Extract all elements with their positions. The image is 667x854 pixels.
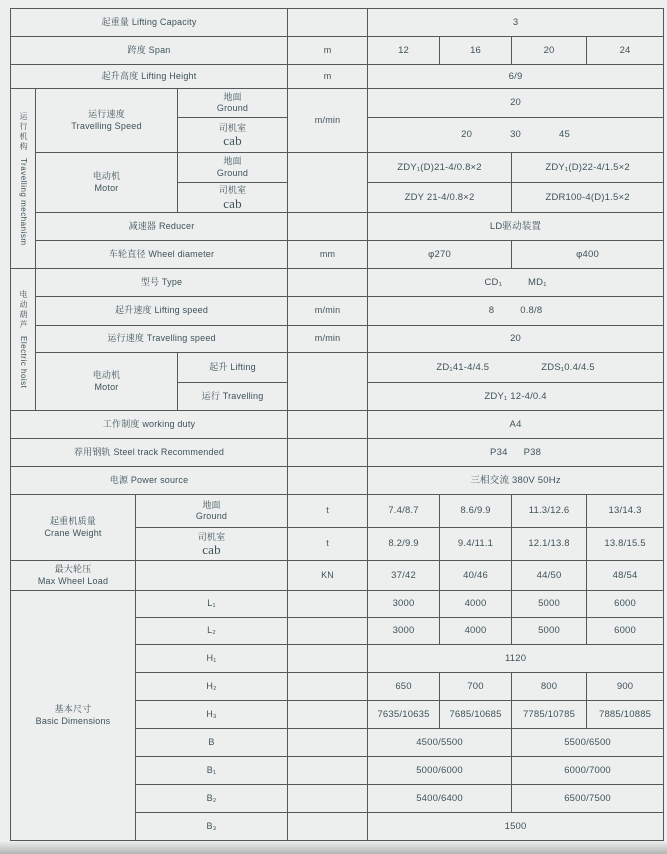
ground-sublabel-zh: 地面	[223, 91, 242, 102]
dim-l2-value-2: 4000	[440, 618, 512, 645]
crane-weight-ground-unit: t	[288, 495, 368, 528]
dim-b1-unit	[288, 757, 368, 785]
ground-sublabel-zh: 地面	[202, 499, 221, 510]
section-travelling-mechanism-zh: 运行机构	[19, 111, 28, 152]
cab-sublabel-zh: 司机室	[218, 185, 247, 196]
dim-b3-unit	[288, 813, 368, 841]
hoist-type-md: MD₁	[528, 276, 547, 288]
cab-sublabel-zh: 司机室	[197, 531, 226, 542]
row-hoist-travelling-speed	[11, 326, 664, 353]
span-label-zh: 跨度	[127, 44, 146, 55]
hoist-motor-travelling-sublabel	[178, 383, 288, 411]
travelling-speed-cab-sublabel	[178, 118, 288, 153]
section-travelling-mechanism	[11, 89, 36, 269]
crane-weight-cab-unit: t	[288, 528, 368, 561]
power-source-value: 三相交流 380V 50Hz	[368, 467, 664, 495]
dim-b-unit	[288, 729, 368, 757]
lifting-speed-unit: m/min	[288, 297, 368, 326]
hoist-type-cd: CD₁	[484, 276, 503, 288]
max-wheel-load-value-1: 37/42	[368, 561, 440, 591]
dim-l1-name: L₁	[136, 591, 288, 618]
lifting-speed-value-2: 0.8/8	[520, 305, 543, 317]
span-label-en: Span	[148, 44, 171, 55]
power-source-unit	[288, 467, 368, 495]
mech-motor-cab-value-1: ZDY 21-4/0.8×2	[368, 183, 512, 213]
crane-weight-ground-value-4: 13/14.3	[587, 495, 664, 528]
travelling-speed-ground-sublabel	[178, 89, 288, 118]
crane-weight-ground-value-1: 7.4/8.7	[368, 495, 440, 528]
crane-weight-ground-value-3: 11.3/12.6	[512, 495, 587, 528]
span-value-2: 16	[440, 37, 512, 65]
dim-h2-value-1: 650	[368, 673, 440, 701]
crane-weight-cab-value-3: 12.1/13.8	[512, 528, 587, 561]
steel-track-unit	[288, 439, 368, 467]
wheel-diameter-label	[36, 241, 288, 269]
hoist-motor-travelling-value: ZDY₁ 12-4/0.4	[368, 383, 664, 411]
dim-l1-unit	[288, 591, 368, 618]
power-source-label	[11, 467, 288, 495]
span-value-4: 24	[587, 37, 664, 65]
row-max-wheel-load	[11, 561, 664, 591]
basic-dimensions-label-en: Basic Dimensions	[35, 715, 111, 726]
mech-motor-ground-sublabel	[178, 153, 288, 183]
dim-b-value-2: 5500/6500	[512, 729, 664, 757]
crane-weight-cab-sublabel	[136, 528, 288, 561]
dim-b-value-1: 4500/5500	[368, 729, 512, 757]
dim-h2-value-2: 700	[440, 673, 512, 701]
cab-speed-2: 30	[510, 129, 522, 141]
cab-speed-3: 45	[559, 129, 571, 141]
section-electric-hoist-en: Electric hoist	[19, 336, 28, 389]
reducer-unit	[288, 213, 368, 241]
dim-l2-value-1: 3000	[368, 618, 440, 645]
steel-track-label-zh: 荐用钢轨	[73, 446, 111, 457]
steel-track-label-en: Steel track Recommended	[113, 446, 225, 457]
lifting-capacity-label-zh: 起重量	[101, 16, 130, 27]
hoist-motor-unit	[288, 353, 368, 411]
steel-track-value-1: P34	[490, 446, 508, 458]
max-wheel-load-label-en: Max Wheel Load	[37, 575, 109, 586]
lifting-speed-value-1: 8	[488, 305, 495, 317]
ground-sublabel-zh: 地面	[223, 156, 242, 167]
mech-motor-cab-sublabel	[178, 183, 288, 213]
hoist-motor-label	[36, 353, 178, 411]
row-dim-l1	[11, 591, 664, 618]
cab-sublabel-en: cab	[223, 133, 242, 149]
crane-weight-cab-value-2: 9.4/11.1	[440, 528, 512, 561]
row-hoist-motor-lifting	[11, 353, 664, 383]
dim-b2-unit	[288, 785, 368, 813]
mech-motor-label	[36, 153, 178, 213]
scan-shadow	[0, 841, 667, 854]
dim-h3-name: H₃	[136, 701, 288, 729]
wheel-diameter-label-en: Wheel diameter	[148, 248, 215, 259]
crane-weight-label-en: Crane Weight	[44, 527, 102, 538]
dim-b3-name: B₃	[136, 813, 288, 841]
travelling-speed-label-zh: 运行速度	[88, 109, 125, 120]
dim-l1-value-2: 4000	[440, 591, 512, 618]
crane-weight-label	[11, 495, 136, 561]
hoist-motor-travelling-en: Travelling	[222, 390, 264, 401]
dim-b1-value-2: 6000/7000	[512, 757, 664, 785]
dim-l2-value-4: 6000	[587, 618, 664, 645]
power-source-label-en: Power source	[130, 474, 189, 485]
row-lifting-capacity	[11, 9, 664, 37]
span-value-1: 12	[368, 37, 440, 65]
crane-weight-label-zh: 起重机质量	[49, 516, 96, 527]
dim-b2-name: B₂	[136, 785, 288, 813]
ground-sublabel-en: Ground	[195, 511, 228, 521]
cab-sublabel-zh: 司机室	[218, 122, 247, 133]
hoist-motor-label-zh: 电动机	[92, 370, 121, 381]
hoist-motor-lifting-value-1: ZD₁41-4/4.5	[436, 361, 490, 373]
mech-motor-ground-value-1: ZDY₁(D)21-4/0.8×2	[368, 153, 512, 183]
reducer-label	[36, 213, 288, 241]
max-wheel-load-label-zh: 最大轮压	[54, 564, 92, 575]
dim-l2-unit	[288, 618, 368, 645]
row-mech-motor-ground	[11, 153, 664, 183]
max-wheel-load-label	[11, 561, 136, 591]
crane-weight-cab-value-1: 8.2/9.9	[368, 528, 440, 561]
section-travelling-mechanism-en: Travelling mechanism	[19, 157, 28, 246]
row-reducer	[11, 213, 664, 241]
power-source-label-zh: 电源	[109, 474, 129, 485]
working-duty-label	[11, 411, 288, 439]
hoist-type-label-zh: 型号	[140, 276, 160, 287]
mech-motor-label-zh: 电动机	[92, 171, 121, 182]
max-wheel-load-unit: KN	[288, 561, 368, 591]
dim-l1-value-4: 6000	[587, 591, 664, 618]
wheel-diameter-label-zh: 车轮直径	[108, 248, 146, 259]
lifting-height-label	[11, 65, 288, 89]
dim-h3-unit	[288, 701, 368, 729]
max-wheel-load-value-2: 40/46	[440, 561, 512, 591]
wheel-diameter-value-2: φ400	[512, 241, 664, 269]
mech-motor-ground-value-2: ZDY₁(D)22-4/1.5×2	[512, 153, 664, 183]
dim-h3-value-2: 7685/10685	[440, 701, 512, 729]
lifting-height-unit: m	[288, 65, 368, 89]
max-wheel-load-value-4: 48/54	[587, 561, 664, 591]
dim-l1-value-3: 5000	[512, 591, 587, 618]
hoist-travelling-speed-unit: m/min	[288, 326, 368, 353]
lifting-speed-label-en: Lifting speed	[154, 305, 209, 316]
wheel-diameter-unit: mm	[288, 241, 368, 269]
dim-h1-name: H₁	[136, 645, 288, 673]
mech-motor-unit	[288, 153, 368, 213]
dim-b3-value: 1500	[368, 813, 664, 841]
row-power-source	[11, 467, 664, 495]
row-lifting-speed	[11, 297, 664, 326]
dim-h2-value-3: 800	[512, 673, 587, 701]
spec-table	[10, 8, 664, 841]
span-unit: m	[288, 37, 368, 65]
dim-l1-value-1: 3000	[368, 591, 440, 618]
dim-b-name: B	[136, 729, 288, 757]
basic-dimensions-label-zh: 基本尺寸	[54, 704, 92, 715]
lifting-capacity-label-en: Lifting Capacity	[131, 16, 197, 27]
reducer-label-en: Reducer	[158, 220, 195, 231]
crane-weight-ground-value-2: 8.6/9.9	[440, 495, 512, 528]
mech-motor-cab-value-2: ZDR100-4(D)1.5×2	[512, 183, 664, 213]
working-duty-unit	[288, 411, 368, 439]
hoist-travelling-speed-label-en: Travelling speed	[146, 333, 216, 344]
hoist-motor-label-en: Motor	[94, 381, 119, 392]
travelling-speed-label-en: Travelling Speed	[71, 120, 142, 131]
working-duty-label-en: working duty	[142, 418, 196, 429]
lifting-speed-values	[368, 297, 664, 326]
dim-l2-value-3: 5000	[512, 618, 587, 645]
lifting-height-label-zh: 起升高度	[101, 70, 139, 81]
lifting-height-value: 6/9	[368, 65, 664, 89]
crane-weight-cab-value-4: 13.8/15.5	[587, 528, 664, 561]
ground-sublabel-en: Ground	[216, 167, 249, 178]
dim-h3-value-1: 7635/10635	[368, 701, 440, 729]
dim-h2-unit	[288, 673, 368, 701]
reducer-value: LD驱动装置	[368, 213, 664, 241]
row-crane-weight-ground	[11, 495, 664, 528]
max-wheel-load-value-3: 44/50	[512, 561, 587, 591]
hoist-type-label-en: Type	[161, 276, 183, 287]
ground-sublabel-en: Ground	[216, 103, 249, 113]
dim-b1-value-1: 5000/6000	[368, 757, 512, 785]
hoist-travelling-speed-label-zh: 运行速度	[107, 333, 145, 344]
hoist-type-label	[36, 269, 288, 297]
span-value-3: 20	[512, 37, 587, 65]
steel-track-values	[368, 439, 664, 467]
row-steel-track	[11, 439, 664, 467]
working-duty-label-zh: 工作制度	[102, 418, 140, 429]
hoist-type-unit	[288, 269, 368, 297]
row-travelling-speed-ground	[11, 89, 664, 118]
dim-l2-name: L₂	[136, 618, 288, 645]
cab-sublabel-en: cab	[223, 195, 242, 211]
cab-sublabel-en: cab	[202, 542, 221, 558]
dim-h3-value-3: 7785/10785	[512, 701, 587, 729]
travelling-speed-label	[36, 89, 178, 153]
working-duty-value: A4	[368, 411, 664, 439]
steel-track-label	[11, 439, 288, 467]
dim-h3-value-4: 7885/10885	[587, 701, 664, 729]
lifting-capacity-unit	[288, 9, 368, 37]
max-wheel-load-empty-cell	[136, 561, 288, 591]
cab-speed-1: 20	[461, 129, 473, 141]
dim-h1-value: 1120	[368, 645, 664, 673]
span-label	[11, 37, 288, 65]
dim-h2-name: H₂	[136, 673, 288, 701]
section-electric-hoist-zh: 电动葫芦	[19, 290, 28, 331]
row-lifting-height	[11, 65, 664, 89]
hoist-motor-travelling-zh: 运行	[201, 390, 221, 401]
reducer-label-zh: 减速器	[128, 220, 157, 231]
dim-b1-name: B₁	[136, 757, 288, 785]
lifting-speed-label	[36, 297, 288, 326]
hoist-motor-lifting-value-2: ZDS₁0.4/4.5	[541, 361, 595, 373]
lifting-height-label-en: Lifting Height	[141, 70, 197, 81]
hoist-motor-lifting-sublabel	[178, 353, 288, 383]
lifting-speed-label-zh: 起升速度	[114, 305, 152, 316]
row-working-duty	[11, 411, 664, 439]
basic-dimensions-label	[11, 591, 136, 841]
wheel-diameter-value-1: φ270	[368, 241, 512, 269]
row-wheel-diameter	[11, 241, 664, 269]
dim-b2-value-1: 5400/6400	[368, 785, 512, 813]
row-hoist-type	[11, 269, 664, 297]
hoist-motor-lifting-values	[368, 353, 664, 383]
travelling-speed-cab-values	[368, 118, 664, 153]
travelling-speed-unit: m/min	[288, 89, 368, 153]
hoist-motor-lifting-en: Lifting	[230, 361, 256, 372]
hoist-travelling-speed-label	[36, 326, 288, 353]
mech-motor-label-en: Motor	[94, 182, 119, 193]
crane-weight-ground-sublabel	[136, 495, 288, 528]
lifting-capacity-value: 3	[368, 9, 664, 37]
hoist-type-values	[368, 269, 664, 297]
section-electric-hoist	[11, 269, 36, 411]
dim-h2-value-4: 900	[587, 673, 664, 701]
steel-track-value-2: P38	[523, 446, 542, 458]
hoist-travelling-speed-value: 20	[368, 326, 664, 353]
travelling-speed-ground-value: 20	[368, 89, 664, 118]
lifting-capacity-label	[11, 9, 288, 37]
row-span	[11, 37, 664, 65]
dim-b2-value-2: 6500/7500	[512, 785, 664, 813]
dim-h1-unit	[288, 645, 368, 673]
hoist-motor-lifting-zh: 起升	[209, 361, 228, 372]
